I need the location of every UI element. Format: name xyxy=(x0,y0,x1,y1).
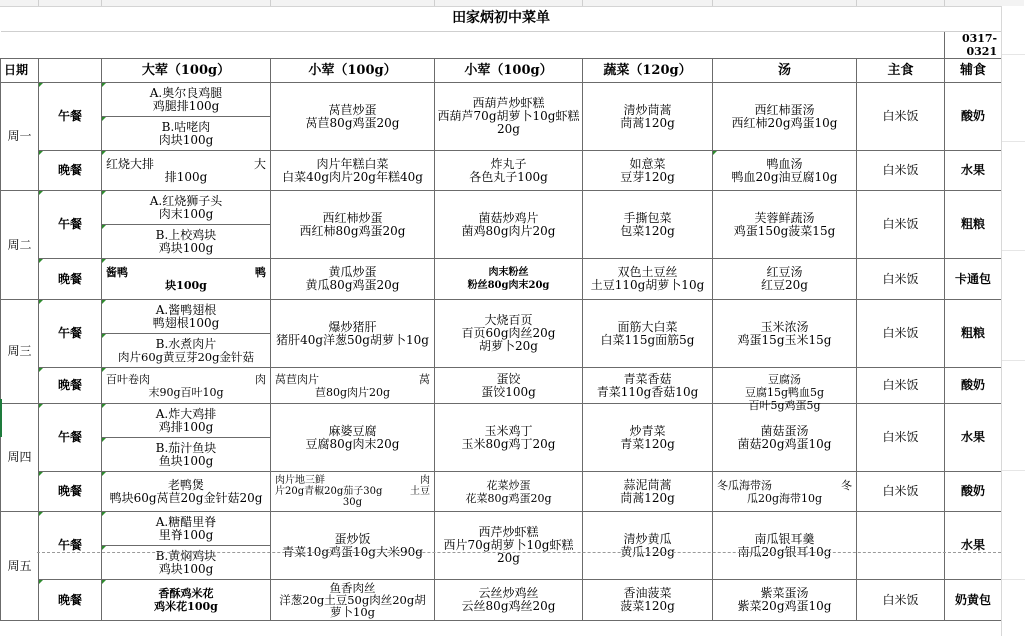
meal-label: 午餐 xyxy=(39,512,102,580)
vegetable-dish: 清炒茼蒿 茼蒿120g xyxy=(583,83,713,151)
minor-dish-1: 鱼香肉丝 洋葱20g土豆50g肉丝20g胡 萝卜10g xyxy=(271,580,435,621)
side-food: 奶黄包 xyxy=(945,580,1002,621)
minor-dish-1: 麻婆豆腐 豆腐80g肉末20g xyxy=(271,404,435,472)
soup-dish: 鸭血汤 鸭血20g油豆腐10g xyxy=(713,151,857,191)
vegetable-dish: 如意菜 豆芽120g xyxy=(583,151,713,191)
side-food: 酸奶 xyxy=(945,472,1002,512)
minor-dish-2: 肉末粉丝 粉丝80g肉末20g xyxy=(435,259,583,300)
soup-dish: 菌菇蛋汤 菌菇20g鸡蛋10g xyxy=(713,404,857,472)
staple-food: 白米饭 xyxy=(857,151,945,191)
header-date: 日期 xyxy=(1,59,39,83)
minor-dish-2: 云丝炒鸡丝 云丝80g鸡丝20g xyxy=(435,580,583,621)
gridline-strip xyxy=(1001,6,1025,636)
minor-dish-2: 花菜炒蛋 花菜80g鸡蛋20g xyxy=(435,472,583,512)
main-dish-option-b: B.茄汁鱼块 鱼块100g xyxy=(102,438,271,472)
minor-dish-1: 肉片地三鲜 肉 片20g青椒20g茄子30g 土豆 30g xyxy=(271,472,435,512)
main-dish-option-a: A.酱鸭翅根 鸭翅根100g xyxy=(102,300,271,334)
main-dish: 香酥鸡米花 鸡米花100g xyxy=(102,580,271,621)
meal-label: 晚餐 xyxy=(39,151,102,191)
soup-dish: 紫菜蛋汤 紫菜20g鸡蛋10g xyxy=(713,580,857,621)
main-dish-option-b: B.水煮肉片 肉片60g黄豆芽20g金针菇 xyxy=(102,334,271,368)
staple-food: 白米饭 xyxy=(857,83,945,151)
vegetable-dish: 双色土豆丝 土豆110g胡萝卜10g xyxy=(583,259,713,300)
soup-dish: 南瓜银耳羹 南瓜20g银耳10g xyxy=(713,512,857,580)
vegetable-dish: 炒青菜 青菜120g xyxy=(583,404,713,472)
day-label: 周四 xyxy=(1,404,39,512)
soup-dish: 西红柿蛋汤 西红柿20g鸡蛋10g xyxy=(713,83,857,151)
vegetable-dish: 清炒黄瓜 黄瓜120g xyxy=(583,512,713,580)
side-food: 粗粮 xyxy=(945,191,1002,259)
page-break-line xyxy=(37,552,1001,553)
side-food: 酸奶 xyxy=(945,368,1002,404)
minor-dish-2: 大烧百页 百页60g肉丝20g 胡萝卜20g xyxy=(435,300,583,368)
side-food: 水果 xyxy=(945,404,1002,472)
staple-food: 白米饭 xyxy=(857,300,945,368)
header-minor-dish-1: 小荤（100g） xyxy=(271,59,435,83)
minor-dish-2: 蛋饺 蛋饺100g xyxy=(435,368,583,404)
menu-title: 田家炳初中菜单 xyxy=(1,6,1002,32)
staple-food: 白米饭 xyxy=(857,472,945,512)
soup-dish: 芙蓉鲜蔬汤 鸡蛋150g菠菜15g xyxy=(713,191,857,259)
staple-food: 白米饭 xyxy=(857,259,945,300)
soup-dish: 豆腐汤 豆腐15g鸭血5g 百叶5g鸡蛋5g xyxy=(713,368,857,404)
staple-food: 白米饭 xyxy=(857,404,945,472)
minor-dish-1: 爆炒猪肝 猪肝40g洋葱50g胡萝卜10g xyxy=(271,300,435,368)
main-dish-option-b: B.上校鸡块 鸡块100g xyxy=(102,225,271,259)
vegetable-dish: 香油菠菜 菠菜120g xyxy=(583,580,713,621)
minor-dish-1: 莴苣炒蛋 莴苣80g鸡蛋20g xyxy=(271,83,435,151)
vegetable-dish: 面筋大白菜 白菜115g面筋5g xyxy=(583,300,713,368)
main-dish-option-b: B.咕咾肉 肉块100g xyxy=(102,117,271,151)
header-soup: 汤 xyxy=(713,59,857,83)
staple-food: 白米饭 xyxy=(857,191,945,259)
vegetable-dish: 手撕包菜 包菜120g xyxy=(583,191,713,259)
minor-dish-2: 菌菇炒鸡片 菌鸡80g肉片20g xyxy=(435,191,583,259)
meal-label: 午餐 xyxy=(39,404,102,472)
soup-dish: 红豆汤 红豆20g xyxy=(713,259,857,300)
main-dish-option-a: A.红烧狮子头 肉末100g xyxy=(102,191,271,225)
day-label: 周五 xyxy=(1,512,39,621)
minor-dish-1: 黄瓜炒蛋 黄瓜80g鸡蛋20g xyxy=(271,259,435,300)
meal-label: 午餐 xyxy=(39,83,102,151)
main-dish-option-b: B.黄焖鸡块 鸡块100g xyxy=(102,546,271,580)
meal-label: 晚餐 xyxy=(39,580,102,621)
soup-dish: 冬瓜海带汤 冬 瓜20g海带10g xyxy=(713,472,857,512)
minor-dish-2: 玉米鸡丁 玉米80g鸡丁20g xyxy=(435,404,583,472)
minor-dish-1: 莴苣肉片 莴 苣80g肉片20g xyxy=(271,368,435,404)
minor-dish-2: 西葫芦炒虾糕 西葫芦70g胡萝卜10g虾糕20g xyxy=(435,83,583,151)
day-label: 周一 xyxy=(1,83,39,191)
meal-label: 午餐 xyxy=(39,300,102,368)
staple-food: 白米饭 xyxy=(857,580,945,621)
minor-dish-2: 炸丸子 各色丸子100g xyxy=(435,151,583,191)
date-range: 0317-0321 xyxy=(945,32,1002,59)
meal-label: 午餐 xyxy=(39,191,102,259)
header-main-dish: 大荤（100g） xyxy=(102,59,271,83)
main-dish: 百叶卷肉 肉 末90g百叶10g xyxy=(102,368,271,404)
side-food: 酸奶 xyxy=(945,83,1002,151)
minor-dish-2: 西芹炒虾糕 西片70g胡萝卜10g虾糕 20g xyxy=(435,512,583,580)
main-dish-option-a: A.糖醋里脊 里脊100g xyxy=(102,512,271,546)
main-dish: 老鸭煲 鸭块60g莴苣20g金针菇20g xyxy=(102,472,271,512)
side-food: 粗粮 xyxy=(945,300,1002,368)
staple-food xyxy=(857,512,945,580)
minor-dish-1: 肉片年糕白菜 白菜40g肉片20g年糕40g xyxy=(271,151,435,191)
selected-row-marker xyxy=(0,399,2,437)
meal-label: 晚餐 xyxy=(39,472,102,512)
meal-label: 晚餐 xyxy=(39,368,102,404)
header-minor-dish-2: 小荤（100g） xyxy=(435,59,583,83)
main-dish-option-a: A.炸大鸡排 鸡排100g xyxy=(102,404,271,438)
day-label: 周二 xyxy=(1,191,39,300)
header-vegetable: 蔬菜（120g） xyxy=(583,59,713,83)
menu-table xyxy=(0,6,1002,621)
side-food: 水果 xyxy=(945,151,1002,191)
main-dish-option-a: A.奥尔良鸡腿 鸡腿排100g xyxy=(102,83,271,117)
vegetable-dish: 蒜泥茼蒿 茼蒿120g xyxy=(583,472,713,512)
main-dish: 酱鸭 鸭 块100g xyxy=(102,259,271,300)
main-dish: 红烧大排 大 排100g xyxy=(102,151,271,191)
staple-food: 白米饭 xyxy=(857,368,945,404)
side-food: 水果 xyxy=(945,512,1002,580)
minor-dish-1: 蛋炒饭 青菜10g鸡蛋10g大米90g xyxy=(271,512,435,580)
header-staple: 主食 xyxy=(857,59,945,83)
side-food: 卡通包 xyxy=(945,259,1002,300)
soup-dish: 玉米浓汤 鸡蛋15g玉米15g xyxy=(713,300,857,368)
meal-label: 晚餐 xyxy=(39,259,102,300)
vegetable-dish: 青菜香菇 青菜110g香菇10g xyxy=(583,368,713,404)
day-label: 周三 xyxy=(1,300,39,404)
minor-dish-1: 西红柿炒蛋 西红柿80g鸡蛋20g xyxy=(271,191,435,259)
header-side: 辅食 xyxy=(945,59,1002,83)
